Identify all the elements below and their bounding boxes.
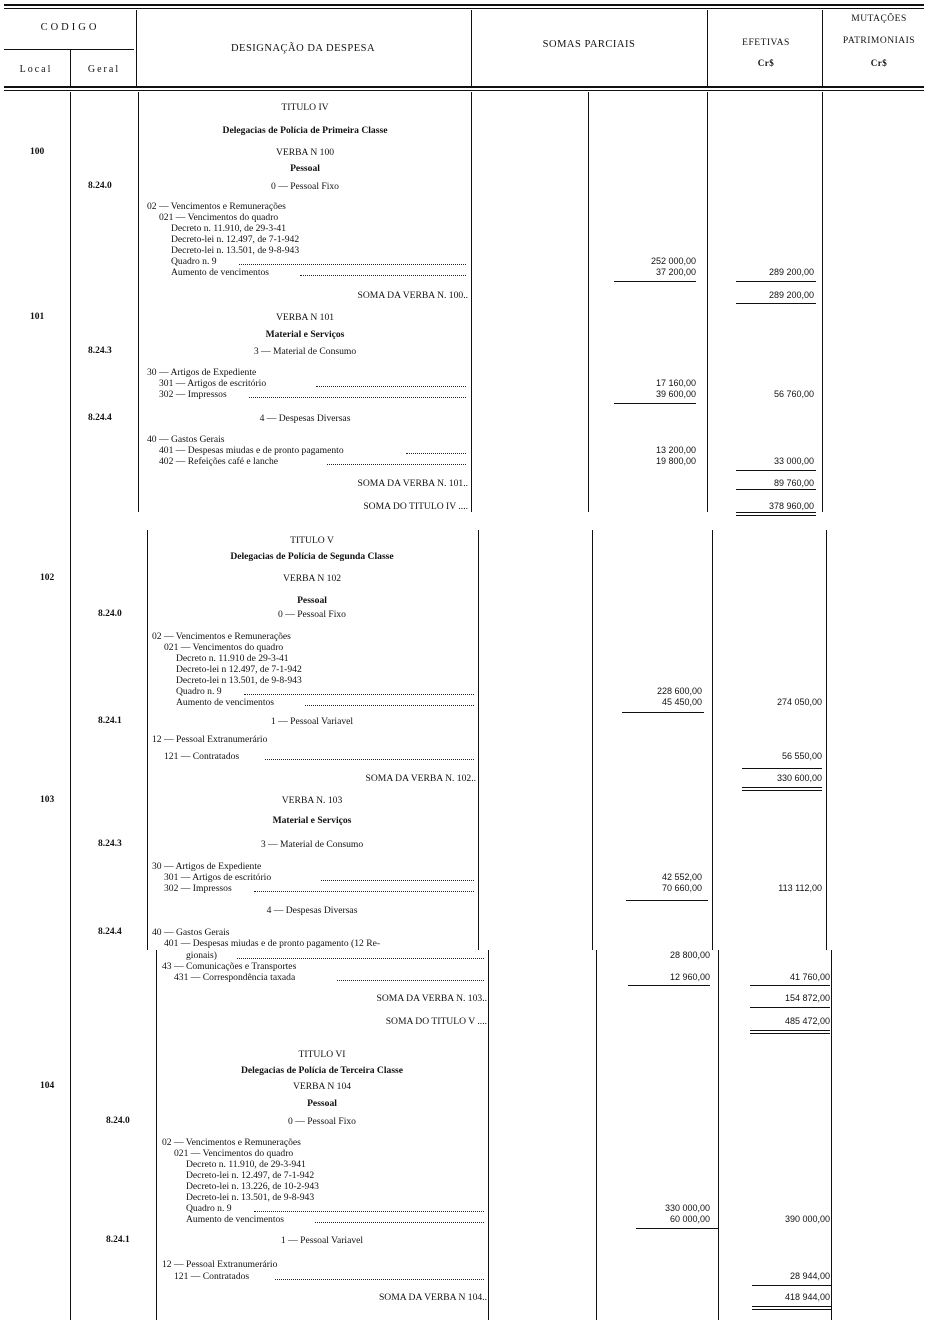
soma-parcial-value: 12 960,00: [669, 972, 710, 982]
item-label: 02 — Vencimentos e Remunerações: [147, 201, 286, 212]
dot-leader: [249, 397, 466, 398]
header-bottom-rule-2: [4, 90, 924, 91]
subtotal-rule: [736, 515, 816, 516]
dot-leader: [321, 880, 474, 881]
subtotal-rule: [742, 787, 822, 788]
soma-parcial-value: 45 450,00: [661, 697, 702, 707]
body-divider-efetivas-c: [831, 950, 832, 1320]
dot-leader: [300, 275, 466, 276]
subtotal-rule: [622, 712, 704, 713]
soma-parcial-value: 60 000,00: [669, 1214, 710, 1224]
codigo-geral: 8.24.3: [98, 839, 122, 849]
section-heading: TITULO VI: [298, 1049, 346, 1060]
subtotal-rule: [736, 303, 816, 304]
body-divider-codigo-b: [147, 530, 148, 950]
item-label: Decreto-lei n 12.497, de 7-1-942: [176, 664, 302, 675]
subtotal-rule: [736, 470, 816, 471]
section-heading: Material e Serviços: [272, 815, 352, 826]
dot-leader: [305, 705, 474, 706]
item-label: 12 — Pessoal Extranumerário: [162, 1259, 278, 1270]
efetiva-value: 378 960,00: [768, 501, 814, 511]
dot-leader: [327, 464, 466, 465]
section-heading: Material e Serviços: [265, 329, 345, 340]
header-mutacoes-unit: Cr$: [870, 58, 888, 68]
subtotal-rule: [614, 403, 696, 404]
header-geral: Geral: [87, 64, 121, 75]
body-divider-designacao-b: [478, 530, 479, 950]
subtotal-rule: [750, 985, 830, 986]
soma-line: SOMA DA VERBA N. 101..: [357, 478, 468, 489]
body-divider-parciais-b: [712, 530, 713, 950]
item-label: 401 — Despesas miudas e de pronto pagamento: [159, 445, 344, 456]
soma-parcial-value: 228 600,00: [656, 686, 702, 696]
item-label: 402 — Refeições café e lanche: [159, 456, 279, 467]
codigo-divider: [4, 49, 134, 50]
section-heading: 3 — Material de Consumo: [260, 839, 364, 850]
item-label: gionais): [186, 950, 217, 961]
item-label: 30 — Artigos de Expediente: [152, 861, 262, 872]
section-heading: Delegacias de Polícia de Terceira Classe: [240, 1065, 404, 1076]
item-label: Decreto-lei n. 12.497, de 7-1-942: [186, 1170, 315, 1181]
subtotal-rule: [636, 1228, 718, 1229]
item-label: Aumento de vencimentos: [176, 697, 275, 708]
body-divider-mid-c: [596, 950, 597, 1320]
soma-parcial-value: 252 000,00: [650, 256, 696, 266]
soma-parcial-value: 19 800,00: [655, 456, 696, 466]
item-label: 302 — Impressos: [164, 883, 232, 894]
codigo-geral: 8.24.1: [106, 1235, 130, 1245]
header-divider-parciais: [707, 10, 708, 86]
subtotal-rule: [736, 489, 816, 490]
efetiva-value: 274 050,00: [776, 697, 822, 707]
dot-leader: [239, 264, 466, 265]
header-divider-efetivas: [822, 10, 823, 86]
efetiva-value: 390 000,00: [784, 1214, 830, 1224]
subtotal-rule: [750, 1030, 830, 1031]
header-divider-codigo: [136, 10, 137, 86]
subtotal-rule: [742, 768, 822, 769]
soma-line: SOMA DO TITULO V ....: [385, 1016, 487, 1027]
section-heading: 3 — Material de Consumo: [253, 346, 357, 357]
item-label: 121 — Contratados: [174, 1271, 250, 1282]
item-label: 021 — Vencimentos do quadro: [174, 1148, 294, 1159]
body-divider-parciais-c: [718, 950, 719, 1320]
header-efetivas-unit: Cr$: [757, 58, 775, 68]
header-somas-parciais: SOMAS PARCIAIS: [542, 39, 636, 50]
section-heading: VERBA N. 103: [281, 795, 343, 806]
soma-parcial-value: 37 200,00: [655, 267, 696, 277]
dot-leader: [237, 958, 484, 959]
section-heading: Pessoal: [307, 1098, 337, 1109]
header-mutacoes-1: MUTAÇÕES: [851, 14, 907, 24]
item-label: 431 — Correspondência taxada: [174, 972, 296, 983]
section-heading: VERBA N 100: [275, 147, 335, 158]
soma-parcial-value: 28 800,00: [669, 950, 710, 960]
body-divider-codigo-a: [138, 92, 139, 512]
codigo-geral: 8.24.3: [88, 346, 112, 356]
efetiva-value: 56 550,00: [781, 751, 822, 761]
codigo-local: 101: [30, 312, 45, 322]
item-label: Decreto n. 11.910, de 29-3-41: [171, 223, 287, 234]
codigo-local: 103: [40, 795, 55, 805]
subtotal-rule: [742, 790, 822, 791]
dot-leader: [244, 694, 474, 695]
item-label: 301 — Artigos de escritório: [159, 378, 267, 389]
section-heading: 4 — Despesas Diversas: [266, 905, 358, 916]
subtotal-rule: [736, 281, 816, 282]
soma-parcial-value: 39 600,00: [655, 389, 696, 399]
item-label: 302 — Impressos: [159, 389, 227, 400]
efetiva-value: 485 472,00: [784, 1016, 830, 1026]
subtotal-rule: [752, 1309, 832, 1310]
section-heading: VERBA N 104: [292, 1081, 352, 1092]
soma-parcial-value: 13 200,00: [655, 445, 696, 455]
item-label: Decreto n. 11.910 de 29-3-41: [176, 653, 289, 664]
item-label: Decreto n. 11.910, de 29-3-941: [186, 1159, 306, 1170]
header-mutacoes-2: PATRIMONIAIS: [842, 36, 916, 46]
soma-line: SOMA DA VERBA N. 102..: [365, 773, 476, 784]
body-divider-parciais-a: [707, 92, 708, 512]
soma-parcial-value: 70 660,00: [661, 883, 702, 893]
section-heading: Delegacias de Polícia de Primeira Classe: [222, 125, 388, 136]
section-heading: 0 — Pessoal Fixo: [288, 1116, 356, 1127]
item-label: Decreto-lei n. 13.226, de 10-2-943: [186, 1181, 319, 1192]
section-heading: Delegacias de Polícia de Segunda Classe: [230, 551, 394, 562]
efetiva-value: 41 760,00: [789, 972, 830, 982]
header-local: Local: [19, 64, 53, 75]
soma-parcial-value: 17 160,00: [655, 378, 696, 388]
section-heading: 0 — Pessoal Fixo: [278, 609, 346, 620]
item-label: Decreto-lei n. 12.497, de 7-1-942: [171, 234, 300, 245]
soma-parcial-value: 42 552,00: [661, 872, 702, 882]
efetiva-value: 89 760,00: [773, 478, 814, 488]
item-label: 02 — Vencimentos e Remunerações: [152, 631, 291, 642]
item-label: 021 — Vencimentos do quadro: [159, 212, 279, 223]
header-codigo: CODIGO: [40, 22, 100, 33]
subtotal-rule: [614, 281, 696, 282]
codigo-local: 100: [30, 147, 45, 157]
header-divider-designacao: [471, 10, 472, 86]
soma-line: SOMA DA VERBA N. 103..: [376, 993, 487, 1004]
item-label: 30 — Artigos de Expediente: [147, 367, 257, 378]
item-label: 121 — Contratados: [164, 751, 240, 762]
body-divider-efetivas-a: [822, 92, 823, 512]
item-label: Decreto-lei n. 13.501, de 9-8-943: [171, 245, 300, 256]
header-top-rule: [4, 4, 924, 6]
subtotal-rule: [628, 985, 710, 986]
section-heading: TITULO IV: [281, 102, 329, 113]
section-heading: Pessoal: [290, 163, 320, 174]
dot-leader: [315, 1222, 484, 1223]
subtotal-rule: [626, 900, 708, 901]
item-label: Quadro n. 9: [186, 1203, 232, 1214]
item-label: 40 — Gastos Gerais: [147, 434, 225, 445]
codigo-local: 102: [40, 573, 55, 583]
efetiva-value: 418 944,00: [784, 1292, 830, 1302]
codigo-local: 104: [40, 1081, 55, 1091]
subtotal-rule: [750, 1007, 830, 1008]
dot-leader: [254, 1211, 484, 1212]
dot-leader: [337, 980, 484, 981]
item-label: 021 — Vencimentos do quadro: [164, 642, 284, 653]
item-label: 401 — Despesas miudas e de pronto pagamento (12 Re-: [164, 938, 381, 949]
codigo-geral: 8.24.4: [98, 927, 122, 937]
subtotal-rule: [752, 1306, 832, 1307]
subtotal-rule: [750, 1033, 830, 1034]
section-heading: 0 — Pessoal Fixo: [271, 181, 339, 192]
dot-leader: [265, 759, 474, 760]
efetiva-value: 113 112,00: [778, 883, 822, 893]
codigo-geral: 8.24.0: [88, 181, 112, 191]
efetiva-value: 289 200,00: [768, 290, 814, 300]
section-heading: VERBA N 102: [282, 573, 342, 584]
section-heading: Pessoal: [297, 595, 327, 606]
header-bottom-rule: [4, 86, 924, 88]
codigo-geral: 8.24.4: [88, 413, 112, 423]
soma-parcial-value: 330 000,00: [664, 1203, 710, 1213]
dot-leader: [254, 891, 474, 892]
item-label: Aumento de vencimentos: [186, 1214, 285, 1225]
item-label: Quadro n. 9: [176, 686, 222, 697]
body-divider-mid-a: [588, 92, 589, 512]
item-label: Quadro n. 9: [171, 256, 217, 267]
section-heading: TITULO V: [290, 535, 334, 546]
subtotal-rule: [752, 1285, 832, 1286]
header-designacao: DESIGNAÇÃO DA DESPESA: [230, 43, 376, 54]
section-heading: 1 — Pessoal Variavel: [280, 1235, 364, 1246]
soma-line: SOMA DA VERBA N. 100..: [357, 290, 468, 301]
codigo-geral: 8.24.1: [98, 716, 122, 726]
section-heading: 4 — Despesas Diversas: [259, 413, 351, 424]
body-divider-codigo-c: [156, 950, 157, 1320]
item-label: 12 — Pessoal Extranumerário: [152, 734, 268, 745]
item-label: 43 — Comunicações e Transportes: [162, 961, 297, 972]
header-efetivas: EFETIVAS: [742, 38, 790, 48]
section-heading: 1 — Pessoal Variavel: [270, 716, 354, 727]
item-label: 02 — Vencimentos e Remunerações: [162, 1137, 301, 1148]
dot-leader: [275, 1279, 484, 1280]
soma-line: SOMA DA VERBA N 104..: [378, 1292, 487, 1303]
codigo-geral: 8.24.0: [106, 1116, 130, 1126]
subtotal-rule: [736, 512, 816, 513]
item-label: Decreto-lei n. 13.501, de 9-8-943: [186, 1192, 315, 1203]
item-label: 40 — Gastos Gerais: [152, 927, 230, 938]
header-top-rule-2: [4, 8, 924, 9]
efetiva-value: 289 200,00: [768, 267, 814, 277]
efetiva-value: 33 000,00: [773, 456, 814, 466]
header-divider-local: [70, 50, 71, 86]
item-label: Decreto-lei n 13.501, de 9-8-943: [176, 675, 302, 686]
soma-line: SOMA DO TITULO IV ....: [363, 501, 468, 512]
efetiva-value: 28 944,00: [789, 1271, 830, 1281]
body-divider-local: [70, 92, 71, 1320]
dot-leader: [406, 453, 466, 454]
item-label: Aumento de vencimentos: [171, 267, 270, 278]
efetiva-value: 56 760,00: [773, 389, 814, 399]
efetiva-value: 330 600,00: [776, 773, 822, 783]
item-label: 301 — Artigos de escritório: [164, 872, 272, 883]
dot-leader: [316, 386, 466, 387]
codigo-geral: 8.24.0: [98, 609, 122, 619]
body-divider-designacao-c: [488, 950, 489, 1320]
section-heading: VERBA N 101: [275, 312, 335, 323]
body-divider-mid-b: [592, 530, 593, 950]
body-divider-designacao-a: [471, 92, 472, 512]
efetiva-value: 154 872,00: [784, 993, 830, 1003]
body-divider-efetivas-b: [826, 530, 827, 950]
